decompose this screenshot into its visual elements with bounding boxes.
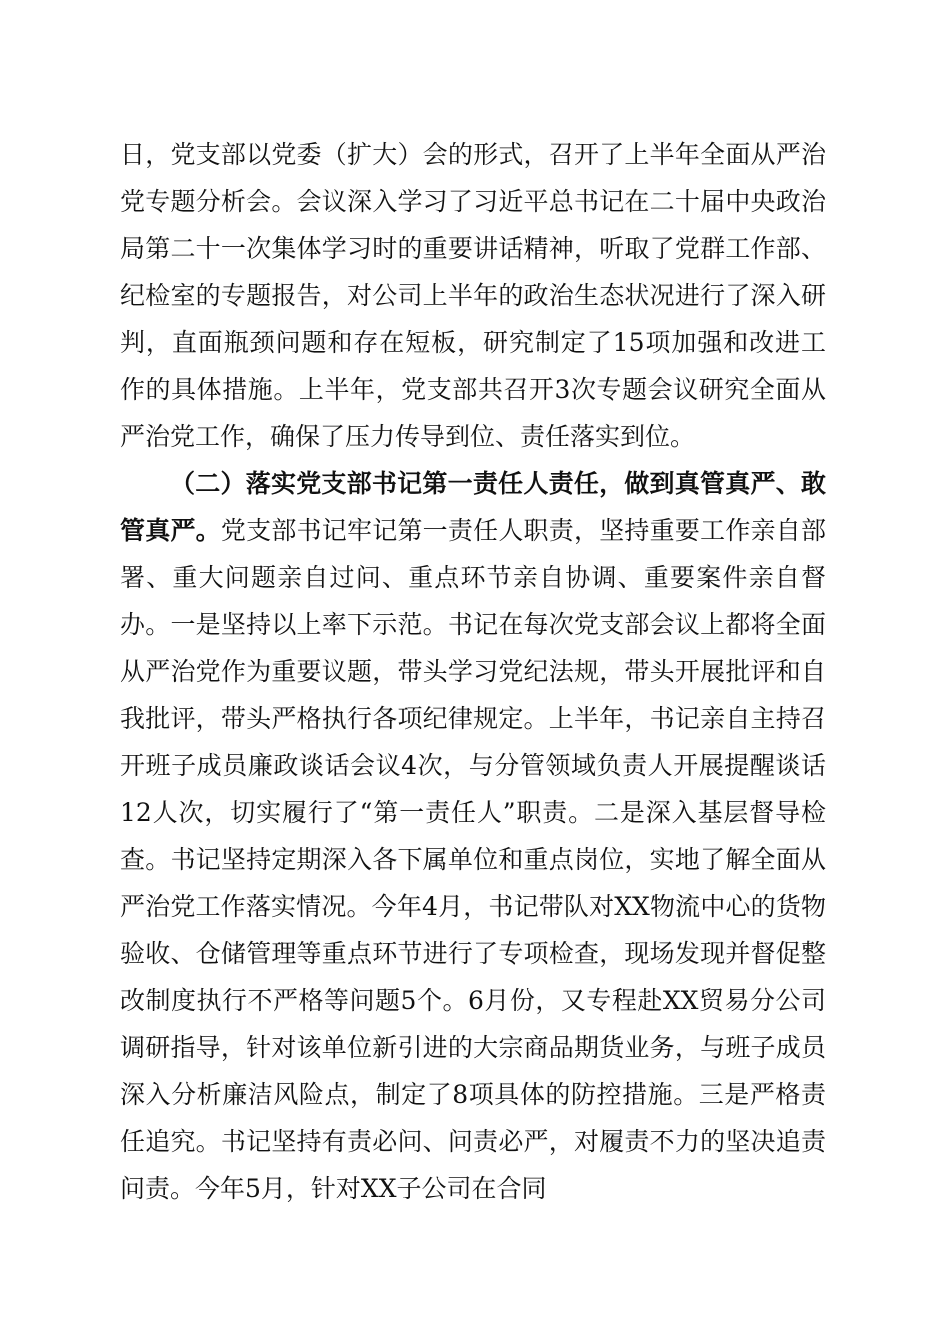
- paragraph-section-two: [120, 460, 826, 1212]
- paragraph-continuation: 日，党支部以党委（扩大）会的形式，召开了上半年全面从严治党专题分析会。会议深入学习了习近平总书记在二十届中央政治局第二十一次集体学习时的重要讲话精神，听取了党群工作部、纪检室的专题报告，对公司上半年的政治生态状况进行了深入研判，直面瓶颈问题和存在短板，研究制定了15项加强和改进工作的具体措施。上半年，党支部共召开3次专题会议研究全面从严治党工作，确保了压力传导到位、责任落实到位。: [120, 140, 826, 451]
- document-body: [120, 131, 826, 1212]
- section-heading: （二）落实党支部书记第一责任人责任，做到真管真严、敢管真严。: [120, 469, 826, 545]
- section-body: 党支部书记牢记第一责任人职责，坚持重要工作亲自部署、重大问题亲自过问、重点环节亲自协调、重要案件亲自督办。一是坚持以上率下示范。书记在每次党支部会议上都将全面从严治党作为重要议题，带头学习党纪法规，带头开展批评和自我批评，带头严格执行各项纪律规定。上半年，书记亲自主持召开班子成员廉政谈话会议4次，与分管领域负责人开展提醒谈话12人次，切实履行了“第一责任人”职责。二是深入基层督导检查。书记坚持定期深入各下属单位和重点岗位，实地了解全面从严治党工作落实情况。今年4月，书记带队对XX物流中心的货物验收、仓储管理等重点环节进行了专项检查，现场发现并督促整改制度执行不严格等问题5个。6月份，又专程赴XX贸易分公司调研指导，针对该单位新引进的大宗商品期货业务，与班子成员深入分析廉洁风险点，制定了8项具体的防控措施。三是严格责任追究。书记坚持有责必问、问责必严，对履责不力的坚决追责问责。今年5月，针对XX子公司在合同: [120, 516, 826, 1203]
